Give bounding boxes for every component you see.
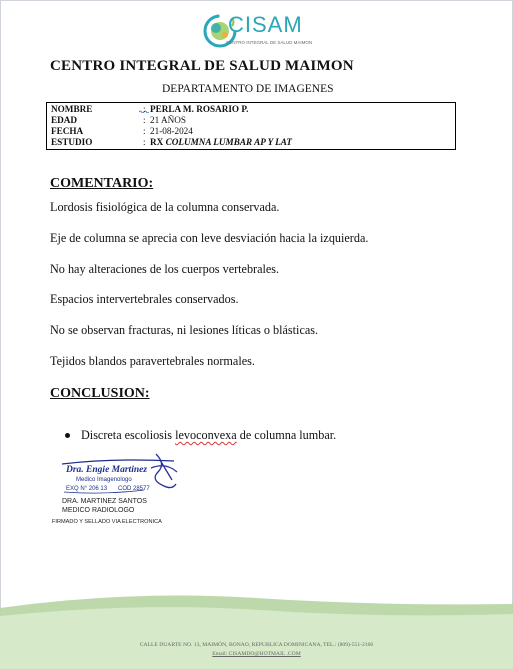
comment-line: No hay alteraciones de los cuerpos vertebrales.: [50, 262, 280, 276]
conclusion-text-end: de columna lumbar.: [236, 428, 337, 442]
study-prefix: RX: [150, 137, 164, 147]
age-value: 21 AÑOS: [150, 115, 186, 125]
center-title: CENTRO INTEGRAL DE SALUD MAIMON: [50, 58, 354, 74]
electronic-signature-note: FIRMADO Y SELLADO VIA ELECTRONICA: [52, 519, 162, 525]
name-label: NOMBRE: [51, 104, 93, 114]
footer-wave: [0, 590, 513, 669]
logo-brand: CISAM: [228, 12, 303, 37]
patient-info-box: [46, 102, 456, 150]
name-value: PERLA M. ROSARIO P.: [150, 104, 249, 114]
study-label: ESTUDIO: [51, 137, 93, 147]
signer-role: MEDICO RADIOLOGO: [62, 507, 135, 514]
logo-subtitle: CENTRO INTEGRAL DE SALUD MAIMON: [226, 40, 313, 45]
flagged-word: levoconvexa: [175, 428, 237, 442]
age-colon: :: [143, 115, 146, 125]
date-colon: :: [143, 126, 146, 136]
date-label: FECHA: [51, 126, 84, 136]
comment-line: Tejidos blandos paravertebrales normales.: [50, 354, 255, 368]
department-title: DEPARTAMENTO DE IMAGENES: [162, 83, 334, 95]
name-colon: :: [143, 104, 146, 114]
comment-line: Espacios intervertebrales conservados.: [50, 292, 239, 306]
footer-address: CALLE DUARTE NO. 13, MAIMÓN, BONAO, REPUBLICA DOMINICANA, TEL.: (809)-551-2106: [139, 642, 374, 648]
signer-name: DRA. MARTINEZ SANTOS: [62, 498, 147, 505]
footer-email: Email: CISAMDO@HOTMAIL .COM: [212, 651, 301, 657]
stamp-role: Medico Imagenologo: [76, 477, 132, 483]
comment-line: Lordosis fisiológica de la columna conservada.: [50, 200, 280, 214]
comment-line: Eje de columna se aprecia con leve desviación hacia la izquierda.: [50, 231, 369, 245]
bullet-icon: [65, 433, 70, 438]
study-value: [150, 137, 292, 148]
conclusion-text-start: Discreta escoliosis: [81, 428, 176, 442]
comment-line: No se observan fracturas, ni lesiones líticas o blásticas.: [50, 323, 319, 337]
study-colon: :: [143, 137, 146, 147]
stamp-cod: COD 28577: [118, 486, 150, 492]
doctor-stamp-signature: [56, 450, 186, 498]
conclusion-item: [81, 428, 336, 443]
study-name: COLUMNA LUMBAR AP Y LAT: [165, 137, 293, 147]
conclusion-heading: CONCLUSION:: [50, 386, 150, 401]
comment-heading: COMENTARIO:: [50, 176, 154, 191]
stamp-exq: EXQ N° 206 13: [66, 486, 108, 492]
age-label: EDAD: [51, 115, 78, 125]
date-value: 21-08-2024: [150, 126, 193, 136]
stamp-name: Dra. Engie Martinez: [66, 465, 148, 475]
